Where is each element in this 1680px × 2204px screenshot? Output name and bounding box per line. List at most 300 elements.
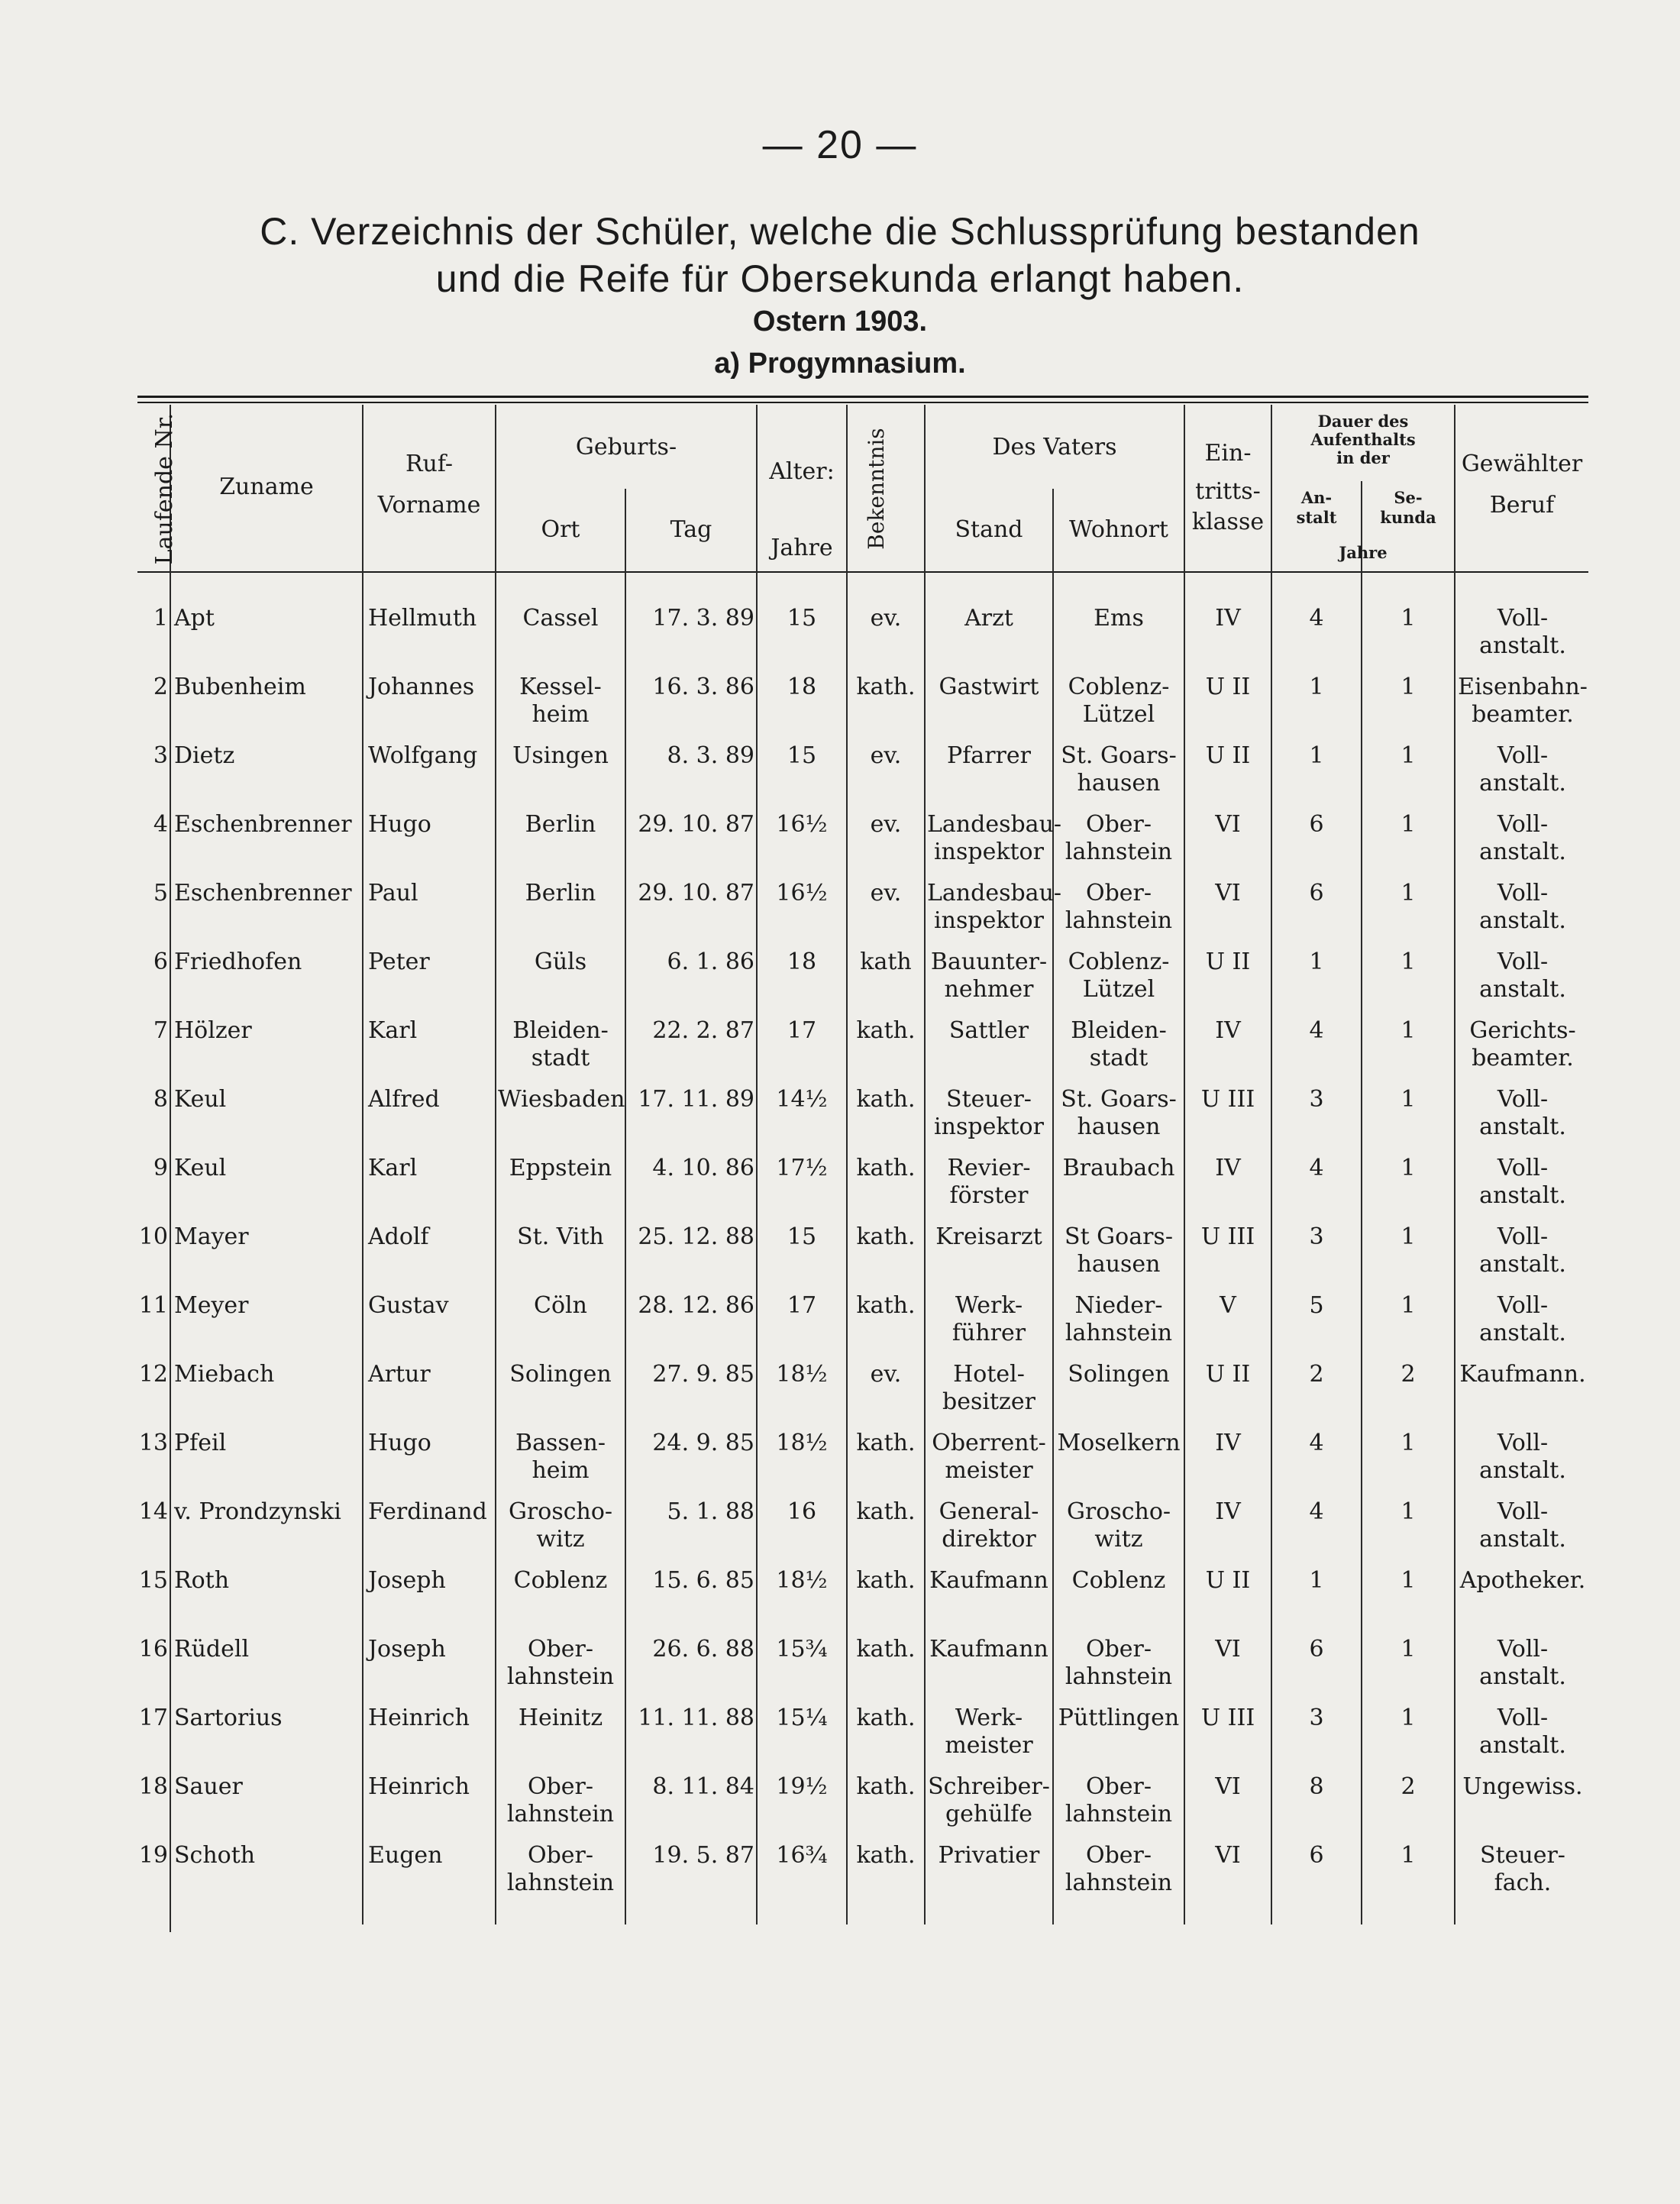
cell-wohn1: St. Goars- bbox=[1061, 1086, 1177, 1113]
cell-ort1: Berlin bbox=[525, 880, 596, 906]
cell-nr: 11 bbox=[138, 1292, 168, 1319]
header-dauer-3: in der bbox=[1336, 448, 1390, 467]
cell-bek: kath. bbox=[856, 1842, 916, 1869]
cell-wohn2: lahnstein bbox=[1065, 839, 1173, 865]
cell-wohn1: Ober- bbox=[1085, 1842, 1152, 1869]
cell-klasse: U III bbox=[1200, 1223, 1255, 1250]
cell-alter: 16½ bbox=[776, 880, 828, 906]
cell-sekunda: 2 bbox=[1401, 1773, 1416, 1800]
table-row bbox=[0, 1636, 1680, 1705]
header-zuname: Zuname bbox=[219, 473, 314, 500]
cell-stand1: Hotel- bbox=[953, 1361, 1025, 1388]
cell-nr: 18 bbox=[138, 1773, 168, 1800]
cell-tag: 29. 10. 87 bbox=[638, 880, 754, 906]
cell-bek: kath. bbox=[856, 1498, 916, 1525]
cell-alter: 14½ bbox=[776, 1086, 828, 1113]
cell-beruf1: Ungewiss. bbox=[1462, 1773, 1583, 1800]
cell-alter: 15¼ bbox=[776, 1705, 828, 1731]
cell-ort2: lahnstein bbox=[506, 1870, 615, 1896]
cell-anstalt: 4 bbox=[1309, 1430, 1324, 1456]
cell-ort1: Bleiden- bbox=[512, 1017, 609, 1044]
cell-zuname: Eschenbrenner bbox=[174, 811, 352, 838]
cell-ort2: lahnstein bbox=[506, 1801, 615, 1828]
cell-wohn1: Ober- bbox=[1085, 811, 1152, 838]
cell-beruf1: Voll- bbox=[1497, 1705, 1549, 1731]
cell-wohn2: witz bbox=[1094, 1526, 1143, 1553]
cell-beruf1: Voll- bbox=[1497, 1430, 1549, 1456]
cell-nr: 19 bbox=[138, 1842, 168, 1869]
cell-klasse: VI bbox=[1215, 811, 1241, 838]
cell-stand1: Pfarrer bbox=[947, 742, 1031, 769]
cell-alter: 19½ bbox=[776, 1773, 828, 1800]
cell-zuname: Keul bbox=[174, 1155, 227, 1181]
cell-bek: ev. bbox=[870, 811, 902, 838]
cell-beruf2: anstalt. bbox=[1479, 839, 1566, 865]
cell-sekunda: 1 bbox=[1401, 1636, 1416, 1663]
table-row bbox=[0, 1705, 1680, 1773]
cell-nr: 2 bbox=[153, 674, 168, 700]
cell-wohn2: hausen bbox=[1077, 770, 1161, 797]
cell-nr: 6 bbox=[153, 948, 168, 975]
header-laufende-nr: Laufende Nr. bbox=[151, 412, 178, 565]
cell-anstalt: 6 bbox=[1309, 1842, 1324, 1869]
cell-stand1: Steuer- bbox=[946, 1086, 1032, 1113]
cell-sekunda: 1 bbox=[1401, 1498, 1416, 1525]
cell-wohn1: Moselkern bbox=[1057, 1430, 1181, 1456]
cell-stand1: Bauunter- bbox=[930, 948, 1048, 975]
cell-klasse: U III bbox=[1200, 1086, 1255, 1113]
cell-stand1: Gastwirt bbox=[939, 674, 1039, 700]
cell-ort1: Groscho- bbox=[508, 1498, 613, 1525]
cell-bek: ev. bbox=[870, 742, 902, 769]
cell-beruf2: beamter. bbox=[1472, 1045, 1574, 1071]
cell-vorname: Gustav bbox=[368, 1292, 449, 1319]
cell-sekunda: 1 bbox=[1401, 605, 1416, 632]
cell-tag: 15. 6. 85 bbox=[652, 1567, 754, 1594]
cell-ort1: Bassen- bbox=[515, 1430, 606, 1456]
cell-bek: ev. bbox=[870, 605, 902, 632]
cell-ort1: Ober- bbox=[527, 1773, 594, 1800]
cell-nr: 3 bbox=[153, 742, 168, 769]
cell-vorname: Karl bbox=[368, 1155, 418, 1181]
header-tag: Tag bbox=[670, 516, 712, 543]
cell-beruf1: Voll- bbox=[1497, 742, 1549, 769]
cell-beruf2: anstalt. bbox=[1479, 632, 1566, 659]
cell-bek: kath. bbox=[856, 1155, 916, 1181]
cell-stand1: Sattler bbox=[948, 1017, 1029, 1044]
cell-wohn2: lahnstein bbox=[1065, 1801, 1173, 1828]
cell-beruf2: anstalt. bbox=[1479, 1732, 1566, 1759]
cell-anstalt: 3 bbox=[1309, 1086, 1324, 1113]
table-row bbox=[0, 1773, 1680, 1842]
cell-tag: 11. 11. 88 bbox=[638, 1705, 754, 1731]
table-row bbox=[0, 1842, 1680, 1911]
cell-anstalt: 4 bbox=[1309, 1155, 1324, 1181]
cell-beruf2: anstalt. bbox=[1479, 1457, 1566, 1484]
cell-zuname: Rüdell bbox=[174, 1636, 250, 1663]
cell-ort1: Ober- bbox=[527, 1842, 594, 1869]
cell-beruf1: Voll- bbox=[1497, 1636, 1549, 1663]
cell-ort1: Eppstein bbox=[509, 1155, 612, 1181]
cell-wohn2: lahnstein bbox=[1065, 907, 1173, 934]
cell-beruf2: anstalt. bbox=[1479, 976, 1566, 1003]
cell-alter: 18½ bbox=[776, 1430, 828, 1456]
cell-alter: 15 bbox=[787, 1223, 817, 1250]
cell-klasse: VI bbox=[1215, 1842, 1241, 1869]
cell-nr: 4 bbox=[153, 811, 168, 838]
cell-ort1: Güls bbox=[534, 948, 587, 975]
header-tritts: tritts- bbox=[1195, 478, 1261, 505]
cell-beruf1: Voll- bbox=[1497, 880, 1549, 906]
table-row bbox=[0, 1498, 1680, 1567]
cell-vorname: Adolf bbox=[368, 1223, 429, 1250]
cell-tag: 17. 11. 89 bbox=[638, 1086, 754, 1113]
cell-nr: 7 bbox=[153, 1017, 168, 1044]
cell-alter: 18 bbox=[787, 674, 817, 700]
cell-wohn1: Ober- bbox=[1085, 1636, 1152, 1663]
cell-anstalt: 6 bbox=[1309, 1636, 1324, 1663]
cell-anstalt: 4 bbox=[1309, 1498, 1324, 1525]
cell-wohn2: Lützel bbox=[1082, 976, 1155, 1003]
cell-bek: kath. bbox=[856, 674, 916, 700]
cell-anstalt: 2 bbox=[1309, 1361, 1324, 1388]
cell-sekunda: 1 bbox=[1401, 742, 1416, 769]
cell-sekunda: 2 bbox=[1401, 1361, 1416, 1388]
cell-vorname: Heinrich bbox=[368, 1705, 470, 1731]
cell-beruf1: Voll- bbox=[1497, 1223, 1549, 1250]
cell-beruf1: Voll- bbox=[1497, 948, 1549, 975]
header-geburts: Geburts- bbox=[575, 434, 677, 461]
cell-bek: kath. bbox=[856, 1292, 916, 1319]
cell-tag: 17. 3. 89 bbox=[652, 605, 754, 632]
cell-bek: kath. bbox=[856, 1773, 916, 1800]
header-an: An- bbox=[1300, 488, 1333, 507]
cell-zuname: Miebach bbox=[174, 1361, 275, 1388]
title-line-1: C. Verzeichnis der Schüler, welche die Schlussprüfung bestanden bbox=[260, 210, 1420, 253]
cell-alter: 18 bbox=[787, 948, 817, 975]
cell-zuname: Keul bbox=[174, 1086, 227, 1113]
cell-beruf1: Apotheker. bbox=[1459, 1567, 1586, 1594]
cell-klasse: IV bbox=[1215, 1155, 1241, 1181]
table-row bbox=[0, 1292, 1680, 1361]
cell-klasse: U II bbox=[1205, 948, 1251, 975]
cell-ort2: heim bbox=[531, 701, 590, 728]
cell-klasse: U II bbox=[1205, 1567, 1251, 1594]
table-row bbox=[0, 1017, 1680, 1086]
cell-vorname: Joseph bbox=[368, 1636, 446, 1663]
cell-beruf2: anstalt. bbox=[1479, 1182, 1566, 1209]
cell-stand2: meister bbox=[945, 1732, 1033, 1759]
cell-sekunda: 1 bbox=[1401, 811, 1416, 838]
cell-sekunda: 1 bbox=[1401, 880, 1416, 906]
cell-vorname: Hellmuth bbox=[368, 605, 477, 632]
cell-klasse: U II bbox=[1205, 1361, 1251, 1388]
cell-beruf1: Eisenbahn- bbox=[1458, 674, 1588, 700]
cell-alter: 16 bbox=[787, 1498, 817, 1525]
header-se: Se- bbox=[1394, 488, 1423, 507]
cell-vorname: Johannes bbox=[368, 674, 475, 700]
cell-zuname: Schoth bbox=[174, 1842, 256, 1869]
table-row bbox=[0, 742, 1680, 811]
cell-tag: 4. 10. 86 bbox=[652, 1155, 754, 1181]
cell-anstalt: 1 bbox=[1309, 674, 1324, 700]
cell-zuname: Meyer bbox=[174, 1292, 249, 1319]
cell-wohn1: Coblenz- bbox=[1068, 948, 1170, 975]
cell-ort1: Cassel bbox=[522, 605, 599, 632]
cell-nr: 14 bbox=[138, 1498, 168, 1525]
cell-ort1: Wiesbaden bbox=[498, 1086, 625, 1113]
cell-wohn1: Coblenz- bbox=[1068, 674, 1170, 700]
table-row bbox=[0, 605, 1680, 674]
cell-wohn1: Ems bbox=[1094, 605, 1144, 632]
cell-alter: 16½ bbox=[776, 811, 828, 838]
cell-nr: 13 bbox=[138, 1430, 168, 1456]
subtitle: Ostern 1903. bbox=[752, 305, 928, 338]
cell-tag: 19. 5. 87 bbox=[652, 1842, 754, 1869]
cell-wohn2: Lützel bbox=[1082, 701, 1155, 728]
cell-ort1: Solingen bbox=[509, 1361, 612, 1388]
cell-stand2: direktor bbox=[942, 1526, 1036, 1553]
cell-anstalt: 1 bbox=[1309, 742, 1324, 769]
cell-alter: 18½ bbox=[776, 1361, 828, 1388]
header-wohnort: Wohnort bbox=[1069, 516, 1168, 543]
header-jahre: Jahre bbox=[771, 535, 833, 561]
cell-zuname: Sartorius bbox=[174, 1705, 283, 1731]
cell-stand1: Oberrent- bbox=[932, 1430, 1046, 1456]
cell-tag: 8. 11. 84 bbox=[652, 1773, 754, 1800]
header-alter: Alter: bbox=[769, 458, 835, 485]
cell-alter: 15 bbox=[787, 605, 817, 632]
cell-vorname: Ferdinand bbox=[368, 1498, 487, 1525]
table-row bbox=[0, 1567, 1680, 1636]
cell-wohn2: hausen bbox=[1077, 1251, 1161, 1278]
header-des-vaters: Des Vaters bbox=[992, 434, 1117, 461]
cell-beruf2: anstalt. bbox=[1479, 1251, 1566, 1278]
table-row bbox=[0, 1155, 1680, 1223]
cell-klasse: IV bbox=[1215, 1017, 1241, 1044]
page-title bbox=[137, 208, 1543, 302]
cell-sekunda: 1 bbox=[1401, 1017, 1416, 1044]
cell-stand2: inspektor bbox=[934, 1113, 1044, 1140]
cell-tag: 29. 10. 87 bbox=[638, 811, 754, 838]
cell-sekunda: 1 bbox=[1401, 1705, 1416, 1731]
cell-wohn1: Groscho- bbox=[1066, 1498, 1171, 1525]
cell-tag: 6. 1. 86 bbox=[667, 948, 754, 975]
header-beruf: Beruf bbox=[1489, 492, 1555, 519]
cell-klasse: VI bbox=[1215, 1636, 1241, 1663]
cell-ort2: lahnstein bbox=[506, 1663, 615, 1690]
cell-vorname: Peter bbox=[368, 948, 430, 975]
cell-vorname: Hugo bbox=[368, 1430, 431, 1456]
cell-anstalt: 4 bbox=[1309, 605, 1324, 632]
cell-beruf2: anstalt. bbox=[1479, 1113, 1566, 1140]
header-gewaehlter: Gewählter bbox=[1461, 451, 1583, 477]
cell-ort1: Heinitz bbox=[518, 1705, 603, 1731]
cell-tag: 28. 12. 86 bbox=[638, 1292, 754, 1319]
cell-beruf2: beamter. bbox=[1472, 701, 1574, 728]
cell-wohn1: Ober- bbox=[1085, 880, 1152, 906]
cell-klasse: IV bbox=[1215, 1430, 1241, 1456]
cell-zuname: Apt bbox=[174, 605, 215, 632]
cell-wohn1: Püttlingen bbox=[1058, 1705, 1180, 1731]
cell-alter: 17 bbox=[787, 1292, 817, 1319]
cell-wohn1: Solingen bbox=[1068, 1361, 1170, 1388]
cell-stand1: Privatier bbox=[938, 1842, 1040, 1869]
cell-wohn1: Nieder- bbox=[1074, 1292, 1163, 1319]
table-row bbox=[0, 1086, 1680, 1155]
cell-sekunda: 1 bbox=[1401, 1155, 1416, 1181]
cell-wohn2: lahnstein bbox=[1065, 1663, 1173, 1690]
table-row bbox=[0, 1223, 1680, 1292]
cell-zuname: v. Prondzynski bbox=[174, 1498, 341, 1525]
header-klasse: klasse bbox=[1191, 509, 1265, 535]
page-number: — 20 — bbox=[762, 123, 918, 167]
cell-wohn1: Coblenz bbox=[1071, 1567, 1166, 1594]
cell-alter: 15¾ bbox=[776, 1636, 828, 1663]
cell-klasse: U III bbox=[1200, 1705, 1255, 1731]
cell-anstalt: 5 bbox=[1309, 1292, 1324, 1319]
cell-beruf1: Voll- bbox=[1497, 1155, 1549, 1181]
header-vorname: Vorname bbox=[377, 492, 481, 519]
cell-beruf1: Kaufmann. bbox=[1459, 1361, 1586, 1388]
cell-zuname: Sauer bbox=[174, 1773, 243, 1800]
cell-vorname: Artur bbox=[368, 1361, 431, 1388]
cell-beruf2: anstalt. bbox=[1479, 1663, 1566, 1690]
cell-anstalt: 3 bbox=[1309, 1705, 1324, 1731]
cell-beruf2: anstalt. bbox=[1479, 1526, 1566, 1553]
cell-stand1: Landesbau- bbox=[927, 811, 1062, 838]
cell-vorname: Joseph bbox=[368, 1567, 446, 1594]
cell-zuname: Eschenbrenner bbox=[174, 880, 352, 906]
cell-nr: 5 bbox=[153, 880, 168, 906]
cell-tag: 22. 2. 87 bbox=[652, 1017, 754, 1044]
table-row bbox=[0, 674, 1680, 742]
cell-anstalt: 1 bbox=[1309, 948, 1324, 975]
cell-alter: 16¾ bbox=[776, 1842, 828, 1869]
cell-zuname: Hölzer bbox=[174, 1017, 252, 1044]
cell-sekunda: 1 bbox=[1401, 1086, 1416, 1113]
cell-anstalt: 8 bbox=[1309, 1773, 1324, 1800]
cell-ort2: heim bbox=[531, 1457, 590, 1484]
cell-anstalt: 1 bbox=[1309, 1567, 1324, 1594]
cell-wohn1: St Goars- bbox=[1065, 1223, 1173, 1250]
cell-stand1: Kaufmann bbox=[929, 1567, 1048, 1594]
cell-bek: kath. bbox=[856, 1705, 916, 1731]
cell-stand1: Landesbau- bbox=[927, 880, 1062, 906]
cell-nr: 16 bbox=[138, 1636, 168, 1663]
table-row bbox=[0, 1430, 1680, 1498]
cell-bek: ev. bbox=[870, 880, 902, 906]
cell-wohn1: Bleiden- bbox=[1071, 1017, 1167, 1044]
cell-alter: 15 bbox=[787, 742, 817, 769]
cell-ort1: St. Vith bbox=[517, 1223, 604, 1250]
cell-stand2: inspektor bbox=[934, 839, 1044, 865]
cell-klasse: U II bbox=[1205, 742, 1251, 769]
cell-beruf2: anstalt. bbox=[1479, 770, 1566, 797]
table-row bbox=[0, 811, 1680, 880]
cell-bek: kath. bbox=[856, 1636, 916, 1663]
cell-nr: 12 bbox=[138, 1361, 168, 1388]
cell-ort1: Cöln bbox=[534, 1292, 587, 1319]
cell-beruf1: Steuer- bbox=[1480, 1842, 1565, 1869]
cell-sekunda: 1 bbox=[1401, 948, 1416, 975]
cell-wohn1: St. Goars- bbox=[1061, 742, 1177, 769]
cell-zuname: Roth bbox=[174, 1567, 230, 1594]
cell-nr: 10 bbox=[138, 1223, 168, 1250]
cell-ort1: Kessel- bbox=[519, 674, 602, 700]
cell-wohn2: lahnstein bbox=[1065, 1320, 1173, 1346]
cell-zuname: Bubenheim bbox=[174, 674, 306, 700]
cell-stand2: nehmer bbox=[944, 976, 1034, 1003]
cell-stand1: Kaufmann bbox=[929, 1636, 1048, 1663]
header-ein: Ein- bbox=[1204, 440, 1252, 467]
cell-nr: 9 bbox=[153, 1155, 168, 1181]
header-bottom-rule bbox=[137, 571, 1588, 573]
cell-klasse: IV bbox=[1215, 605, 1241, 632]
cell-klasse: VI bbox=[1215, 880, 1241, 906]
cell-wohn2: lahnstein bbox=[1065, 1870, 1173, 1896]
cell-klasse: V bbox=[1220, 1292, 1236, 1319]
cell-bek: kath. bbox=[856, 1086, 916, 1113]
cell-nr: 1 bbox=[153, 605, 168, 632]
cell-stand2: führer bbox=[951, 1320, 1026, 1346]
cell-sekunda: 1 bbox=[1401, 674, 1416, 700]
cell-anstalt: 6 bbox=[1309, 880, 1324, 906]
cell-klasse: VI bbox=[1215, 1773, 1241, 1800]
cell-sekunda: 1 bbox=[1401, 1430, 1416, 1456]
cell-ort1: Berlin bbox=[525, 811, 596, 838]
header-dauer-1: Dauer des bbox=[1317, 412, 1409, 431]
cell-beruf1: Voll- bbox=[1497, 811, 1549, 838]
cell-stand2: inspektor bbox=[934, 907, 1044, 934]
cell-stand1: Werk- bbox=[955, 1705, 1023, 1731]
cell-vorname: Karl bbox=[368, 1017, 418, 1044]
cell-beruf1: Voll- bbox=[1497, 1498, 1549, 1525]
cell-tag: 16. 3. 86 bbox=[652, 674, 754, 700]
cell-tag: 25. 12. 88 bbox=[638, 1223, 754, 1250]
cell-stand2: förster bbox=[949, 1182, 1029, 1209]
cell-vorname: Paul bbox=[368, 880, 418, 906]
cell-tag: 24. 9. 85 bbox=[652, 1430, 754, 1456]
cell-bek: kath. bbox=[856, 1430, 916, 1456]
cell-ort1: Usingen bbox=[512, 742, 609, 769]
table-row bbox=[0, 948, 1680, 1017]
cell-beruf1: Gerichts- bbox=[1469, 1017, 1576, 1044]
table-row bbox=[0, 1361, 1680, 1430]
cell-ort2: stadt bbox=[531, 1045, 590, 1071]
cell-stand1: General- bbox=[939, 1498, 1039, 1525]
cell-nr: 8 bbox=[153, 1086, 168, 1113]
cell-zuname: Dietz bbox=[174, 742, 235, 769]
cell-vorname: Hugo bbox=[368, 811, 431, 838]
cell-sekunda: 1 bbox=[1401, 1223, 1416, 1250]
cell-vorname: Eugen bbox=[368, 1842, 443, 1869]
cell-stand2: gehülfe bbox=[945, 1801, 1033, 1828]
header-kunda: kunda bbox=[1380, 508, 1436, 527]
cell-beruf1: Voll- bbox=[1497, 605, 1549, 632]
cell-stand2: meister bbox=[945, 1457, 1033, 1484]
cell-sekunda: 1 bbox=[1401, 1567, 1416, 1594]
cell-vorname: Heinrich bbox=[368, 1773, 470, 1800]
cell-zuname: Friedhofen bbox=[174, 948, 302, 975]
cell-stand1: Arzt bbox=[964, 605, 1013, 632]
cell-wohn1: Ober- bbox=[1085, 1773, 1152, 1800]
cell-stand1: Schreiber- bbox=[928, 1773, 1050, 1800]
cell-anstalt: 4 bbox=[1309, 1017, 1324, 1044]
cell-stand2: besitzer bbox=[942, 1388, 1035, 1415]
cell-beruf1: Voll- bbox=[1497, 1086, 1549, 1113]
cell-stand1: Revier- bbox=[947, 1155, 1031, 1181]
